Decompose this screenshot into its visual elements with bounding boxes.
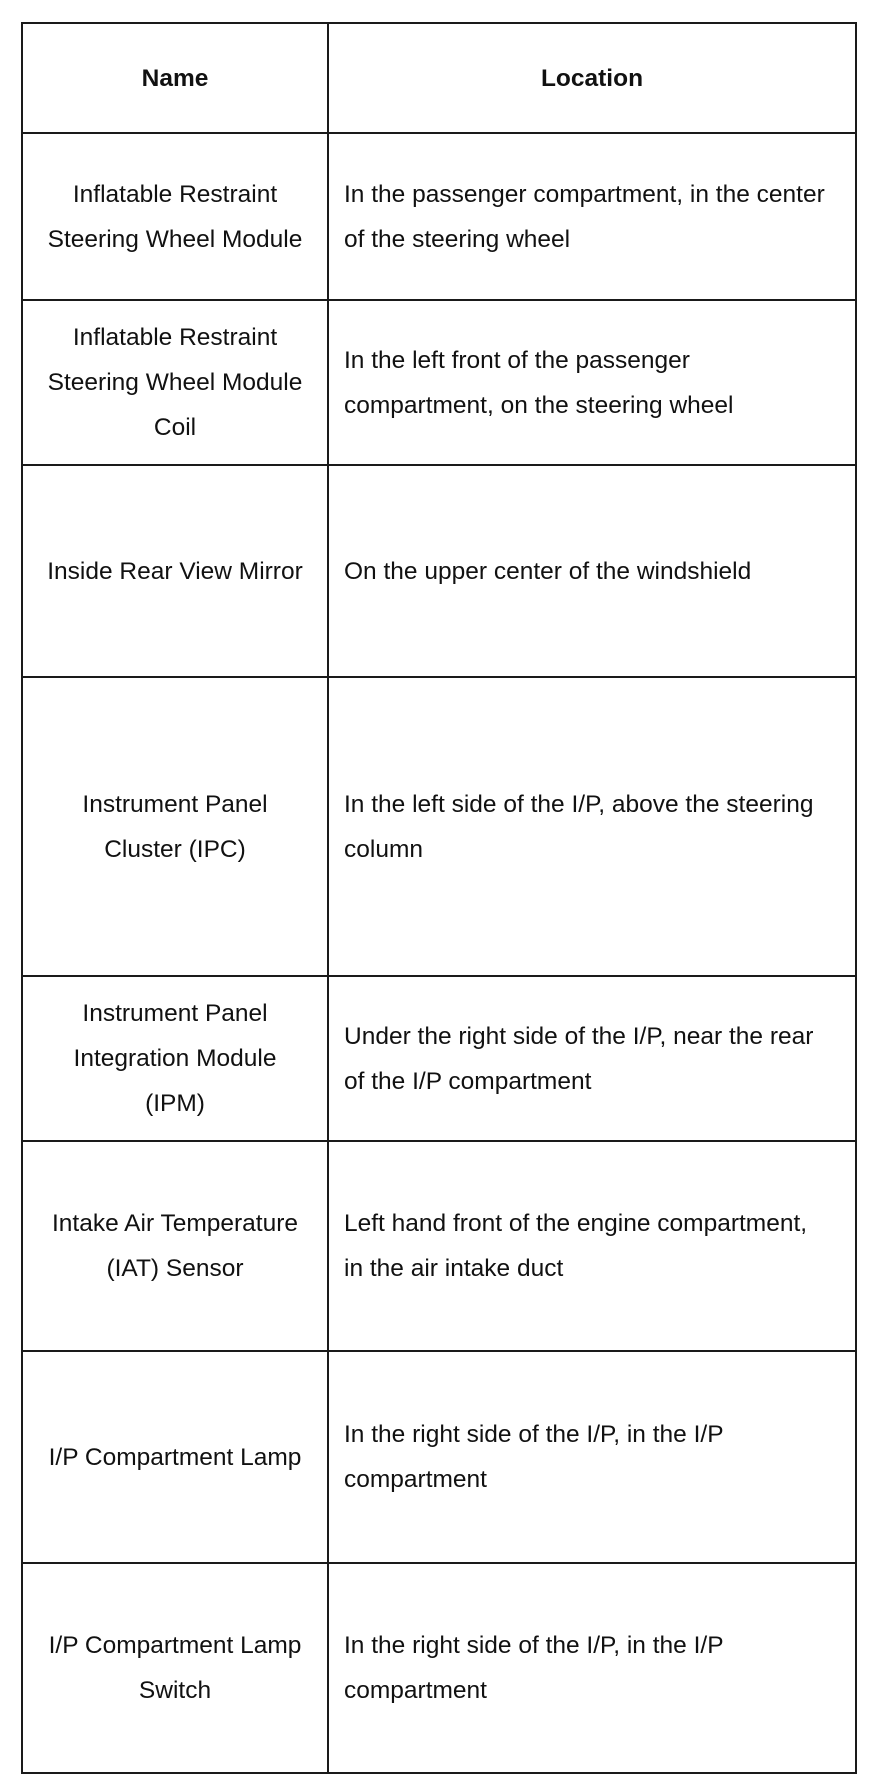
component-name-cell: I/P Compartment Lamp Switch <box>22 1563 328 1773</box>
table-row <box>22 1351 856 1563</box>
component-location-cell: Left hand front of the engine compartment, in the air intake duct <box>328 1141 856 1351</box>
table-row <box>22 677 856 976</box>
component-name-cell: Inflatable Restraint Steering Wheel Module Coil <box>22 300 328 465</box>
component-location-cell: In the left side of the I/P, above the steering column <box>328 677 856 976</box>
component-name-cell: Instrument Panel Integration Module (IPM) <box>22 976 328 1141</box>
table-row <box>22 1141 856 1351</box>
component-location-cell: In the passenger compartment, in the center of the steering wheel <box>328 133 856 300</box>
table-header-row <box>22 23 856 133</box>
component-location-cell: On the upper center of the windshield <box>328 465 856 677</box>
header-location: Location <box>328 23 856 133</box>
component-location-cell: In the right side of the I/P, in the I/P compartment <box>328 1351 856 1563</box>
component-location-table-container <box>21 22 855 1774</box>
component-location-table <box>21 22 857 1774</box>
table-row <box>22 1563 856 1773</box>
component-location-cell: In the right side of the I/P, in the I/P compartment <box>328 1563 856 1773</box>
component-name-cell: Intake Air Temperature (IAT) Sensor <box>22 1141 328 1351</box>
table-row <box>22 133 856 300</box>
component-name-cell: Inflatable Restraint Steering Wheel Module <box>22 133 328 300</box>
component-name-cell: I/P Compartment Lamp <box>22 1351 328 1563</box>
table-row <box>22 300 856 465</box>
component-name-cell: Instrument Panel Cluster (IPC) <box>22 677 328 976</box>
component-name-cell: Inside Rear View Mirror <box>22 465 328 677</box>
component-location-cell: Under the right side of the I/P, near the rear of the I/P compartment <box>328 976 856 1141</box>
table-row <box>22 465 856 677</box>
component-location-cell: In the left front of the passenger compartment, on the steering wheel <box>328 300 856 465</box>
header-name: Name <box>22 23 328 133</box>
table-row <box>22 976 856 1141</box>
